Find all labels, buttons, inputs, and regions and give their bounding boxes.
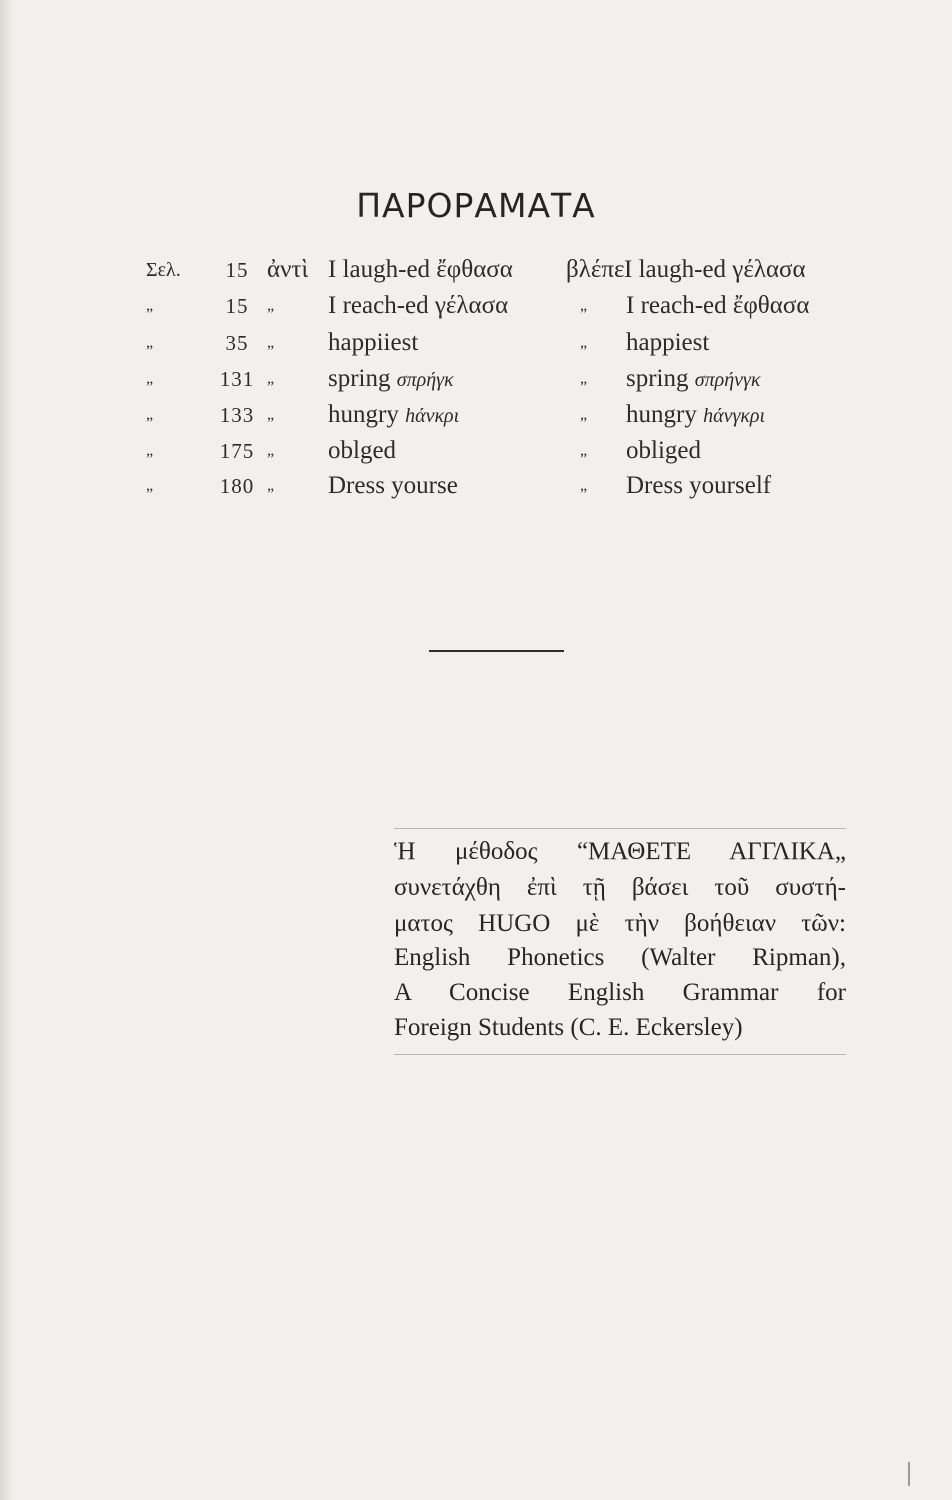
page-number: 180: [219, 474, 255, 498]
page-number: 35: [225, 331, 249, 355]
correct-text: I laugh-ed γέλασα: [624, 256, 806, 283]
correct-word: hungry: [626, 401, 697, 428]
errata-row: [0, 398, 952, 432]
margin-mark: [908, 1462, 910, 1486]
note-bottom-border: [394, 1054, 846, 1055]
note-line: Ἡ μέθοδος “ΜΑΘΕΤΕ ΑΓΓΛΙΚΑ„: [394, 838, 846, 865]
see-word: βλέπε: [566, 256, 625, 283]
page-label: „: [146, 297, 154, 314]
see-word: „: [580, 442, 588, 459]
see-word: „: [580, 334, 588, 351]
see-word: „: [580, 477, 588, 494]
correct-text: obliged: [626, 437, 701, 464]
method-note: [394, 828, 846, 1056]
page-label: „: [146, 477, 154, 494]
wrong-text: Dress yourse: [328, 472, 458, 499]
errata-row: [0, 434, 952, 468]
errata-row: [0, 469, 952, 503]
wrong-word: hungry: [328, 401, 399, 428]
wrong-text: I reach-ed γέλασα: [328, 292, 509, 319]
correct-text: I reach-ed ἔφθασα: [626, 292, 810, 319]
correct-text: Dress yourself: [626, 472, 772, 499]
instead-word: „: [267, 297, 275, 314]
instead-word: „: [267, 442, 275, 459]
note-line: συνετάχθη ἐπὶ τῇ βάσει τοῦ συστή-: [394, 874, 846, 901]
instead-word: „: [267, 406, 275, 423]
instead-word: „: [267, 477, 275, 494]
wrong-greek-transcription: hάνκρι: [405, 405, 460, 427]
wrong-text: oblged: [328, 437, 397, 464]
instead-word: „: [267, 370, 275, 387]
note-line: A Concise English Grammar for: [394, 979, 846, 1006]
errata-row: [0, 362, 952, 396]
section-divider: [429, 650, 564, 652]
page-number: 15: [225, 294, 249, 318]
instead-word: ἀντὶ: [267, 256, 309, 283]
page-number: 131: [219, 367, 255, 391]
note-line: ματος HUGO μὲ τὴν βοήθειαν τῶν:: [394, 910, 846, 937]
errata-table: [0, 0, 952, 520]
correct-text: happiest: [626, 329, 710, 356]
note-top-border: [394, 828, 846, 829]
page-number: 15: [225, 258, 249, 282]
wrong-text: I laugh-ed ἔφθασα: [328, 256, 513, 283]
page-label: „: [146, 334, 154, 351]
correct-text: [626, 362, 761, 397]
see-word: „: [580, 297, 588, 314]
errata-row: [0, 289, 952, 323]
wrong-greek-transcription: σπρήγκ: [396, 369, 454, 391]
correct-greek-transcription: σπρήνγκ: [694, 369, 761, 391]
see-word: „: [580, 370, 588, 387]
page-number: 175: [219, 439, 255, 463]
instead-word: „: [267, 334, 275, 351]
page-title: ΠΑΡΟΡΑΜΑΤΑ: [356, 186, 596, 225]
wrong-text: [328, 398, 459, 433]
page-number: 133: [219, 403, 255, 427]
page-label: „: [146, 442, 154, 459]
page-label: Σελ.: [146, 259, 181, 281]
wrong-word: spring: [328, 365, 391, 392]
wrong-text: happiiest: [328, 329, 419, 356]
correct-word: spring: [626, 365, 689, 392]
see-word: „: [580, 406, 588, 423]
page-label: „: [146, 370, 154, 387]
note-line: English Phonetics (Walter Ripman),: [394, 944, 846, 971]
errata-row: [0, 253, 952, 287]
errata-row: [0, 326, 952, 360]
page-label: „: [146, 406, 154, 423]
note-line: Foreign Students (C. E. Eckersley): [394, 1014, 743, 1041]
correct-text: [626, 398, 765, 433]
wrong-text: [328, 362, 454, 397]
correct-greek-transcription: hάνγκρι: [703, 405, 766, 427]
